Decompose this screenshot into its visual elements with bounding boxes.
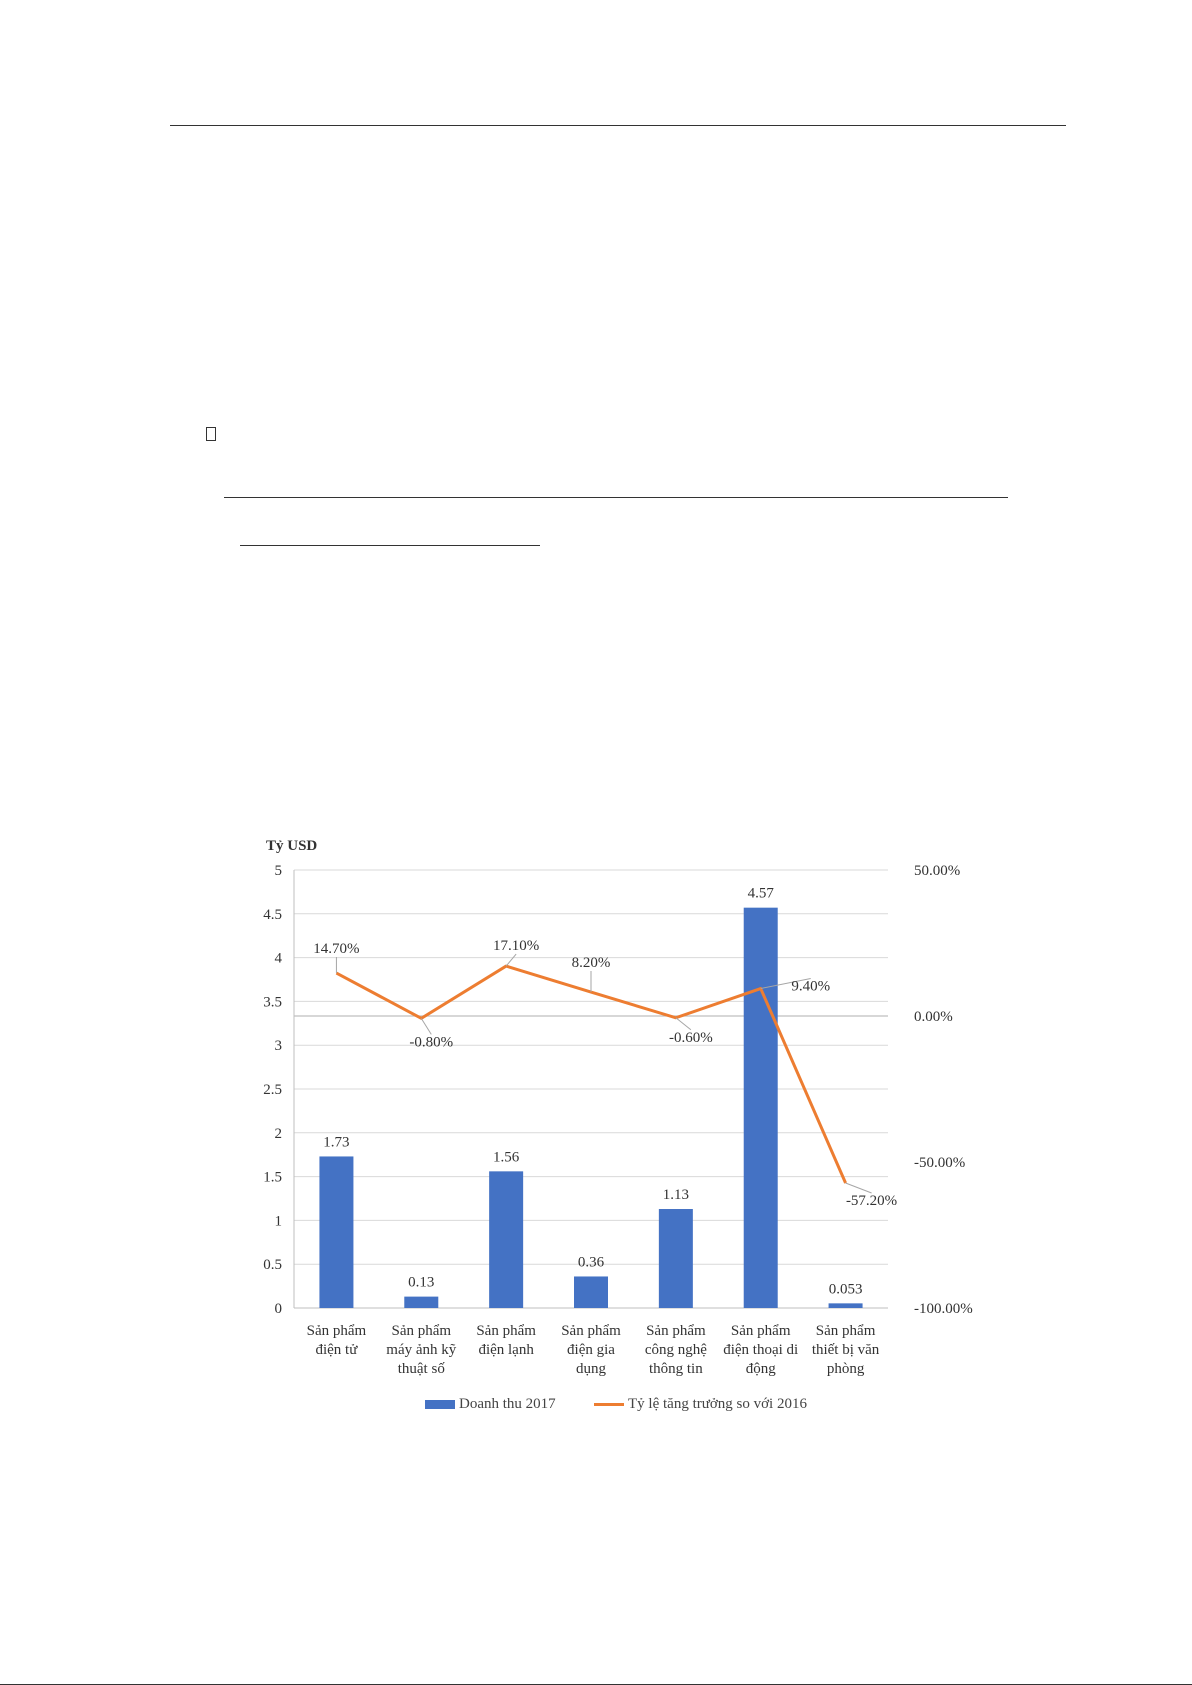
legend-bar-swatch: [425, 1400, 455, 1409]
y-tick-label: 2.5: [263, 1082, 282, 1098]
bar-data-label: 1.73: [323, 1134, 350, 1151]
x-tick-label: Sản phẩm: [391, 1323, 452, 1339]
y-tick-label: 2: [274, 1125, 282, 1142]
x-tick-label: Sản phẩm: [561, 1323, 621, 1339]
line-label-leader: [846, 1183, 872, 1193]
x-tick-label: Sản phẩm: [815, 1323, 876, 1339]
line-label-leader: [506, 954, 516, 966]
y-tick-label: 1.5: [263, 1169, 282, 1186]
x-tick-label: điện gia: [567, 1342, 615, 1358]
x-tick-label: máy ảnh kỹ: [386, 1342, 457, 1358]
legend-label-growth: Tỷ lệ tăng trưởng so với 2016: [628, 1396, 807, 1412]
y-tick-label: 3.5: [263, 994, 282, 1011]
bar-data-label: 0.13: [408, 1274, 435, 1291]
x-tick-label: thiết bị văn: [811, 1342, 880, 1358]
bar-data-label: 4.57: [747, 885, 774, 902]
x-tick-label: thông tin: [648, 1361, 703, 1377]
line-data-label: 14.70%: [313, 941, 360, 958]
x-tick-label: điện thoại di: [723, 1342, 799, 1358]
bar: [404, 1297, 438, 1308]
y2-tick-label: -50.00%: [914, 1155, 966, 1171]
line-label-leader: [421, 1018, 431, 1034]
legend-label-revenue: Doanh thu 2017: [459, 1396, 556, 1412]
line-data-label: -0.80%: [409, 1034, 454, 1051]
y2-tick-label: 50.00%: [914, 863, 961, 879]
bar-data-label: 1.56: [493, 1149, 520, 1166]
y-tick-label: 1: [274, 1213, 282, 1230]
legend-item-growth: [594, 1396, 807, 1413]
y-tick-label: 5: [274, 863, 282, 879]
line-data-label: -57.20%: [845, 1193, 898, 1210]
y-tick-label: 0: [274, 1301, 282, 1317]
x-tick-label: phòng: [826, 1361, 865, 1377]
line-data-label: 17.10%: [493, 938, 540, 955]
bar-data-label: 0.36: [577, 1254, 605, 1271]
line-data-label: 9.40%: [791, 978, 831, 995]
y-axis-title: Tỷ USD: [266, 838, 318, 854]
bar-data-label: 0.053: [828, 1281, 863, 1298]
legend-item-revenue: [425, 1396, 556, 1413]
x-tick-label: Sản phẩm: [476, 1323, 536, 1339]
legend-line-swatch: [594, 1403, 624, 1406]
bar: [829, 1303, 863, 1308]
bar-data-label: 1.13: [662, 1187, 689, 1204]
line-label-leader: [676, 1018, 691, 1030]
y-tick-label: 4: [274, 950, 282, 967]
x-tick-label: Sản phẩm: [730, 1323, 791, 1339]
x-tick-label: động: [745, 1361, 776, 1377]
y-tick-label: 0.5: [263, 1257, 282, 1274]
bar: [659, 1209, 693, 1308]
x-tick-label: điện tử: [315, 1342, 358, 1358]
x-tick-label: Sản phẩm: [646, 1323, 706, 1339]
x-tick-label: dụng: [576, 1361, 606, 1377]
x-tick-label: Sản phẩm: [306, 1323, 367, 1339]
x-tick-label: thuật số: [397, 1361, 445, 1377]
x-tick-label: điện lạnh: [478, 1342, 534, 1358]
y-tick-label: 4.5: [263, 906, 282, 923]
bar: [489, 1171, 523, 1308]
line-data-label: 8.20%: [571, 955, 611, 972]
bar: [574, 1276, 608, 1308]
y-tick-label: 3: [274, 1038, 282, 1055]
bar: [319, 1156, 353, 1308]
x-tick-label: công nghệ: [644, 1342, 707, 1358]
y2-tick-label: -100.00%: [914, 1301, 973, 1317]
y2-tick-label: 0.00%: [914, 1009, 953, 1025]
bar: [744, 908, 778, 1308]
line-data-label: -0.60%: [668, 1029, 713, 1046]
